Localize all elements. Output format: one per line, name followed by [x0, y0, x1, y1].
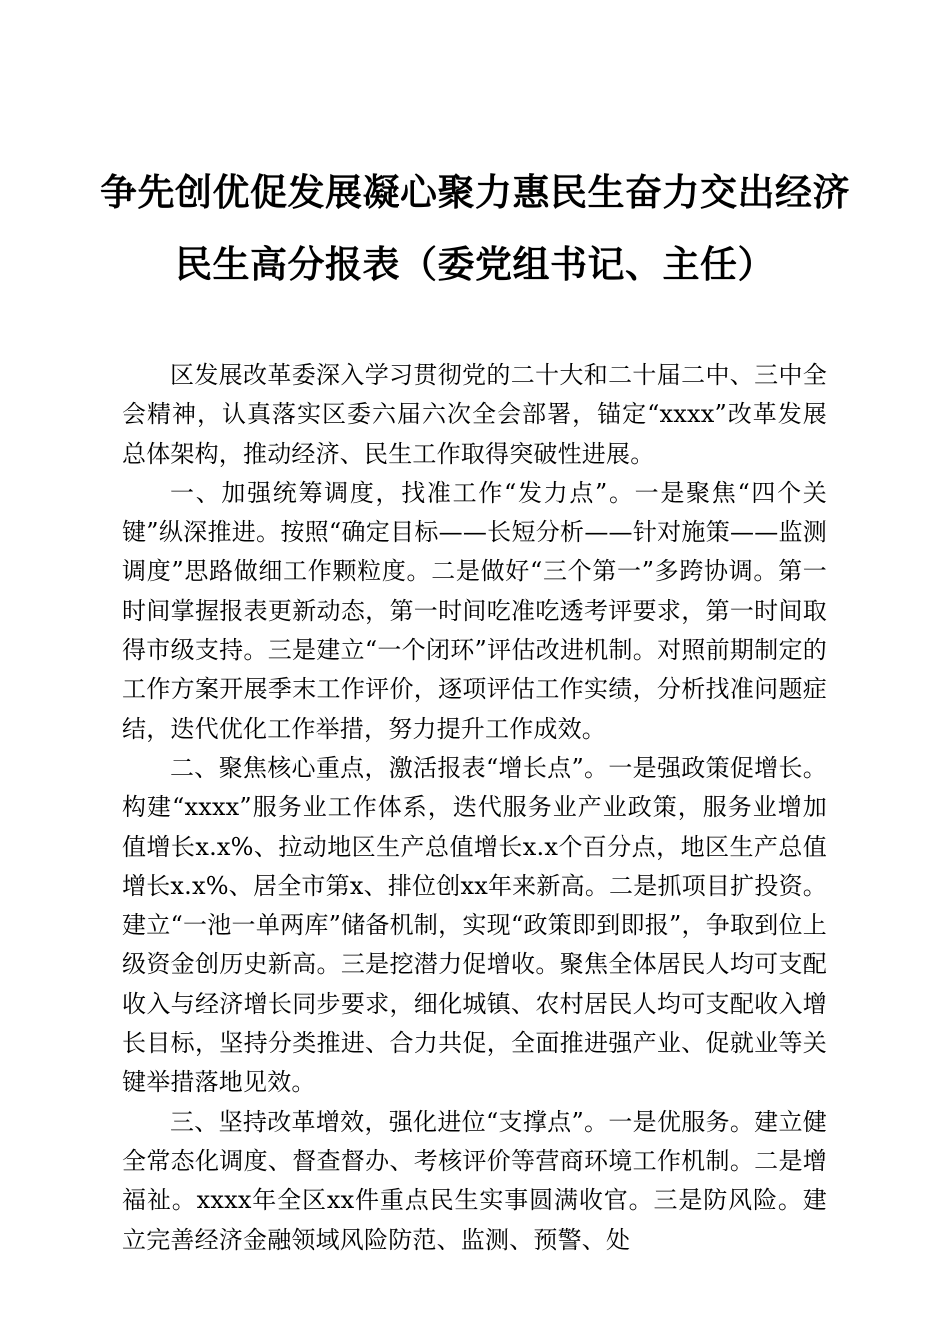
- intro-paragraph: 区发展改革委深入学习贯彻党的二十大和二十届二中、三中全会精神，认真落实区委六届六次全会部署，锚定“xxxx”改革发展总体架构，推动经济、民生工作取得突破性进展。: [122, 361, 827, 468]
- document-title-line-1: 争先创优促发展凝心聚力惠民生奋力交出经济: [100, 170, 850, 214]
- section-2-paragraph: 二、聚焦核心重点，激活报表“增长点”。一是强政策促增长。构建“xxxx”服务业工作体系，迭代服务业产业政策，服务业增加值增长x.x%、拉动地区生产总值增长x.x个百分点，地区生产总值增长x.x%、居全市第x、排位创xx年来新高。二是抓项目扩投资。建立“一池一单两库”储备机制，实现“政策即到即报”，争取到位上级资金创历史新高。三是挖潜力促增收。聚焦全体居民人均可支配收入与经济增长同步要求，细化城镇、农村居民人均可支配收入增长目标，坚持分类推进、合力共促，全面推进强产业、促就业等关键举措落地见效。: [122, 753, 827, 1097]
- section-1-paragraph: 一、加强统筹调度，找准工作“发力点”。一是聚焦“四个关键”纵深推进。按照“确定目标——长短分析——针对施策——监测调度”思路做细工作颗粒度。二是做好“三个第一”多跨协调。第一时间掌握报表更新动态，第一时间吃准吃透考评要求，第一时间取得市级支持。三是建立“一个闭环”评估改进机制。对照前期制定的工作方案开展季末工作评价，逐项评估工作实绩，分析找准问题症结，迭代优化工作举措，努力提升工作成效。: [122, 478, 827, 743]
- document-body: [122, 356, 827, 1260]
- section-3-paragraph: 三、坚持改革增效，强化进位“支撑点”。一是优服务。建立健全常态化调度、督查督办、考核评价等营商环境工作机制。二是增福祉。xxxx年全区xx件重点民生实事圆满收官。三是防风险。建立完善经济金融领域风险防范、监测、预警、处: [122, 1107, 827, 1254]
- document-title-line-2: 民生高分报表（委党组书记、主任）: [175, 242, 775, 286]
